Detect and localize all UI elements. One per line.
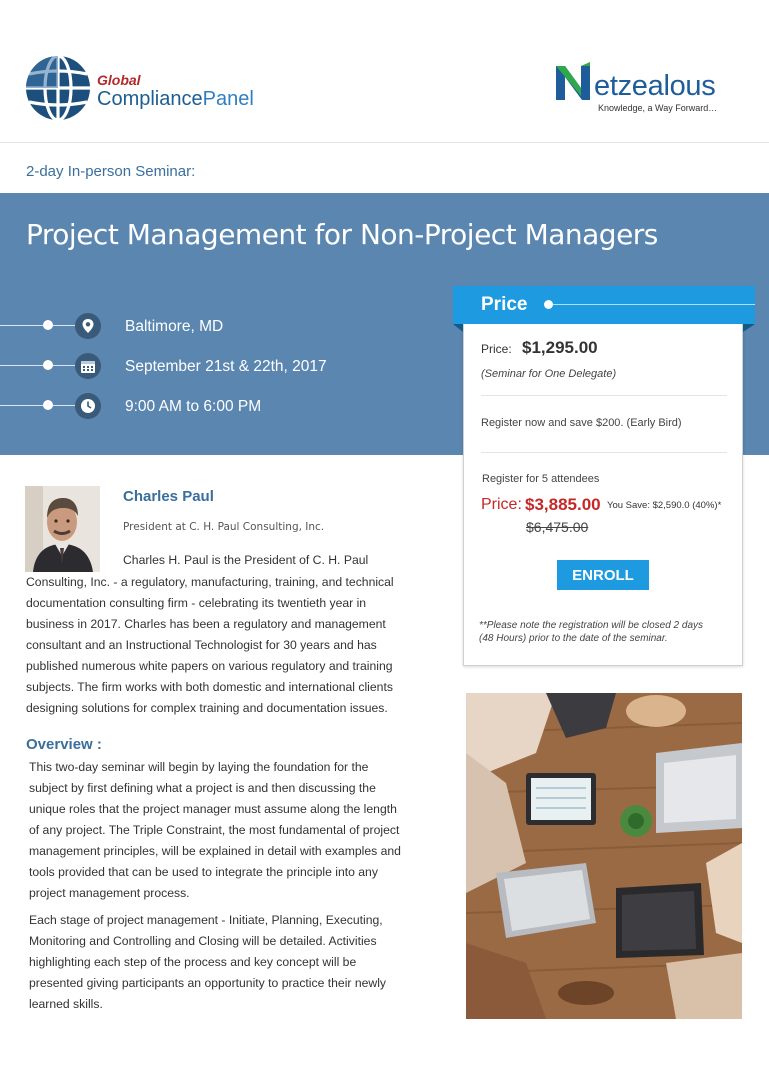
speaker-bio-line: documentation consulting firm - celebrating its twentieth year in	[26, 596, 367, 610]
overview-line: tools provided that can be used to integrate the principle into any	[29, 865, 378, 879]
single-price-amount: $1,295.00	[522, 338, 598, 357]
group-price-label: Register for 5 attendees	[482, 473, 600, 485]
speaker-bio-line: published numerous white papers on various regulatory and training	[26, 659, 393, 673]
location-icon-badge	[75, 313, 101, 339]
time-bullet	[43, 400, 53, 410]
speaker-bio-line: Consulting, Inc. - a regulatory, manufacturing, training, and technical	[26, 575, 394, 589]
netzealous-tagline: Knowledge, a Way Forward…	[598, 103, 718, 113]
location-text: Baltimore, MD	[125, 318, 224, 335]
registration-note-line: (48 Hours) prior to the date of the seminar.	[479, 633, 668, 644]
group-price-prefix: Price:	[481, 496, 522, 513]
date-icon-badge	[75, 353, 101, 379]
group-price-amount: $3,885.00	[525, 495, 601, 514]
overview-line: unique roles that the project manager must assume along the length	[29, 802, 397, 816]
price-ribbon-fold-left	[453, 324, 463, 332]
location-connector-line	[0, 325, 76, 326]
speaker-title: President at C. H. Paul Consulting, Inc.	[123, 521, 325, 533]
time-connector-line	[0, 405, 76, 406]
map-pin-icon	[81, 318, 95, 334]
team-desk-photo	[466, 693, 742, 1019]
clock-icon	[80, 398, 96, 414]
overview-heading: Overview :	[26, 736, 102, 753]
speaker-name: Charles Paul	[123, 488, 214, 505]
price-heading: Price	[481, 294, 528, 315]
time-text: 9:00 AM to 6:00 PM	[125, 398, 262, 415]
overview-line: of any project. The Triple Constraint, the most fundamental of project	[29, 823, 400, 837]
seminar-type-label: 2-day In-person Seminar:	[26, 163, 196, 180]
speaker-bio-line: business in 2017. Charles has been a regulatory and management	[26, 617, 386, 631]
calendar-icon	[80, 359, 96, 374]
netzealous-n-logo	[553, 60, 593, 102]
overview-line: Each stage of project management - Initiate, Planning, Executing,	[29, 913, 383, 927]
speaker-bio-line: consultant and an Instructional Technologist for 30 years and has	[26, 638, 377, 652]
early-bird-note: Register now and save $200. (Early Bird)	[481, 417, 682, 429]
location-bullet	[43, 320, 53, 330]
registration-note-line: **Please note the registration will be closed 2 days	[479, 620, 704, 631]
single-price-label: Price:	[481, 342, 512, 356]
enroll-button[interactable]: ENROLL	[557, 560, 649, 590]
logo-compliance-word: Compliance	[97, 88, 203, 110]
registration-closing-note	[479, 619, 735, 645]
speaker-bio-line: Charles H. Paul is the President of C. H. Paul	[123, 553, 369, 567]
price-divider	[481, 395, 727, 396]
seminar-title: Project Management for Non-Project Managers	[26, 218, 658, 251]
speaker-photo	[25, 486, 100, 572]
group-original-price: $6,475.00	[526, 519, 589, 535]
speaker-bio-line: designing solutions for complex training and documentation issues.	[26, 701, 388, 715]
date-connector-line	[0, 365, 76, 366]
time-icon-badge	[75, 393, 101, 419]
logo-compliance-panel-text	[97, 88, 254, 111]
date-text: September 21st & 22th, 2017	[125, 358, 327, 375]
single-price-note: (Seminar for One Delegate)	[481, 368, 617, 380]
price-ribbon-fold-right	[743, 324, 755, 332]
overview-line: subject by first defining what a project is and then discussing the	[29, 781, 376, 795]
price-divider	[481, 452, 727, 453]
global-compliance-panel-globe-logo	[24, 54, 92, 122]
overview-line: learned skills.	[29, 997, 103, 1011]
price-ribbon-dot	[544, 300, 553, 309]
overview-line: project management process.	[29, 886, 190, 900]
netzealous-brand-text: etzealous	[594, 70, 716, 102]
header-divider	[0, 142, 769, 143]
overview-line: management principles, will be explained in detail with examples and	[29, 844, 401, 858]
logo-global-text: Global	[97, 72, 141, 88]
overview-line: This two-day seminar will begin by laying the foundation for the	[29, 760, 369, 774]
date-bullet	[43, 360, 53, 370]
overview-line: Monitoring and Controlling and Closing will be detailed. Activities	[29, 934, 377, 948]
overview-line: highlighting each step of the process and key concept will be	[29, 955, 357, 969]
price-ribbon-line	[548, 304, 755, 305]
logo-panel-word: Panel	[202, 88, 254, 110]
speaker-bio-line: subjects. The firm works with both domestic and international clients	[26, 680, 393, 694]
overview-line: presented giving participants an opportunity to practice their newly	[29, 976, 387, 990]
group-savings: You Save: $2,590.0 (40%)*	[607, 500, 722, 511]
